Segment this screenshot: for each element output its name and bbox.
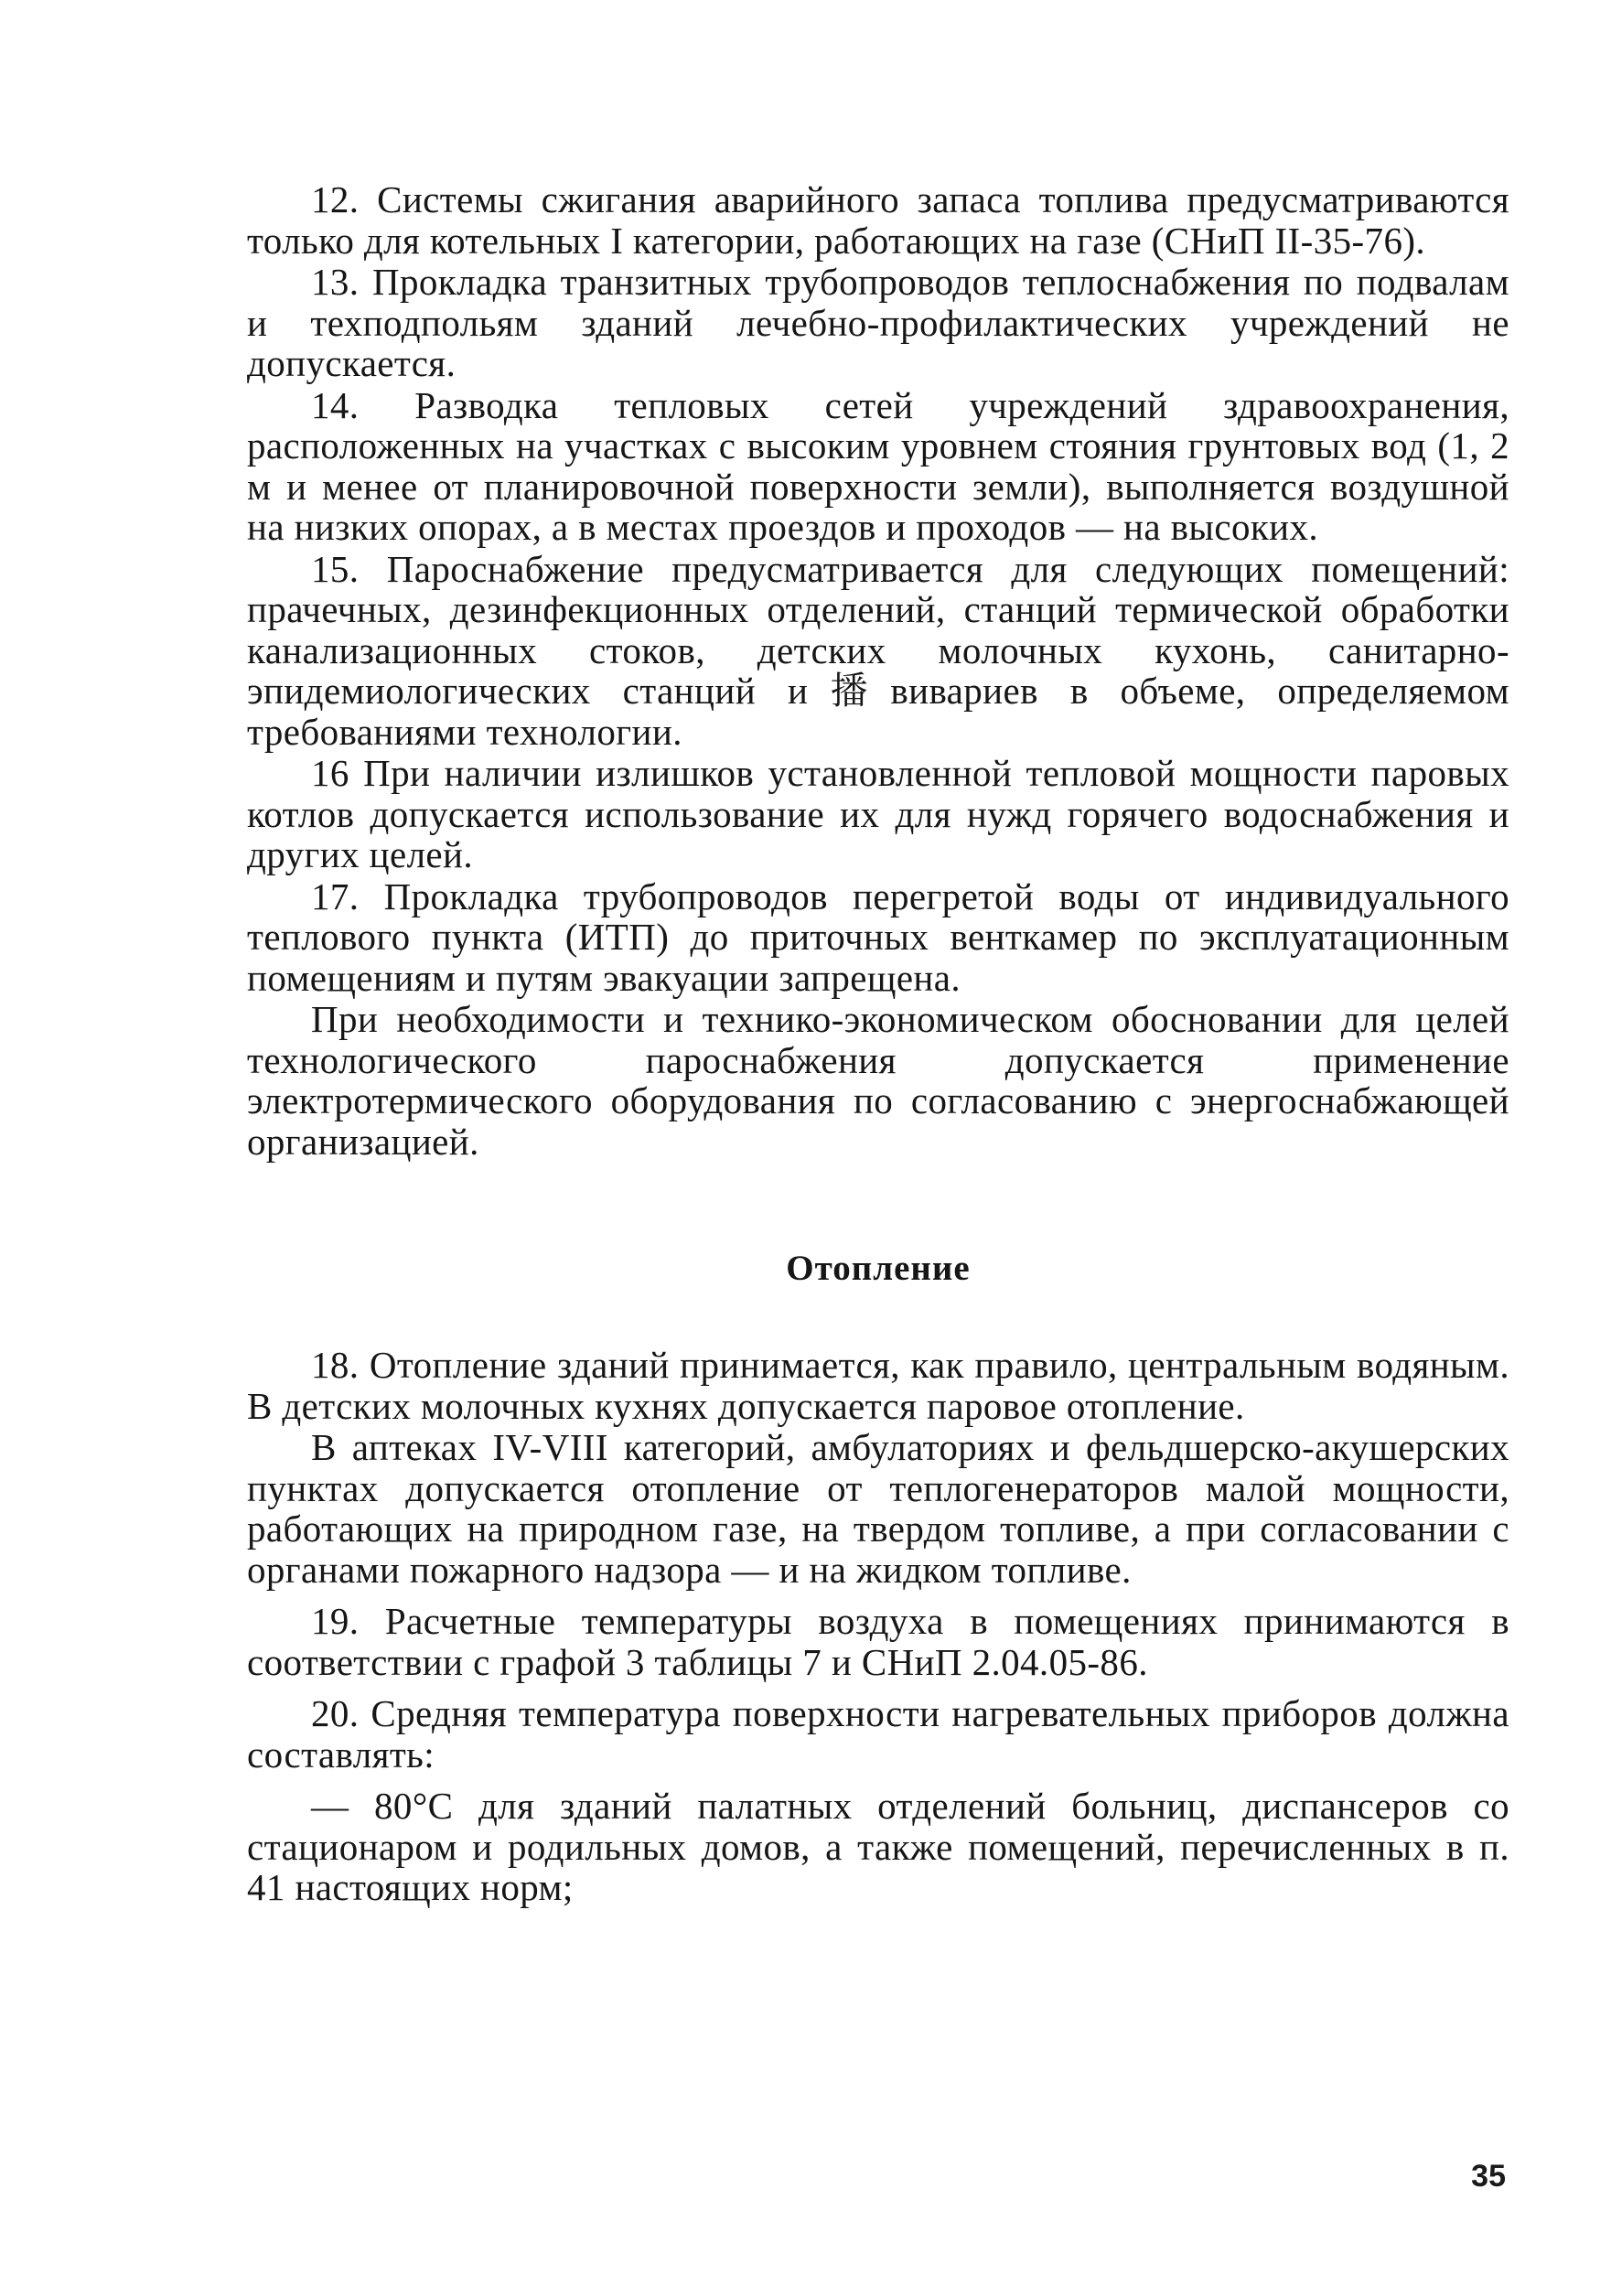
paragraph-18-note: В аптеках IV-VIII категорий, амбулаториях и фельдшерско-акушерских пунктах допускается отопление от теплогенераторов малой мощности, работающих на природном газе, на твердом топливе, а при согласовании с органами пожарного надзора — и на жидком топливе. bbox=[247, 1426, 1509, 1591]
section-heading-heating: Отопление bbox=[786, 1249, 971, 1288]
paragraph-17: 17. Прокладка трубопроводов перегретой воды от индивидуального теплового пункта (ИТП) до приточных венткамер по эксплуатационным помещениям и путям эвакуации запрещена. bbox=[247, 874, 1509, 999]
paragraph-19: 19. Расчетные температуры воздуха в помещениях принимаются в соответствии с графой 3 таблицы 7 и СНиП 2.04.05-86. bbox=[247, 1600, 1509, 1683]
page-number: 35 bbox=[1471, 2159, 1506, 2194]
paragraph-20-item-1: — 80°С для зданий палатных отделений больниц, диспансеров со стационаром и родильных домов, а также помещений, перечисленных в п. 41 настоящих норм; bbox=[247, 1785, 1509, 1908]
paragraph-17-note: При необходимости и технико-экономическом обосновании для целей технологического пароснабжения допускается применение электротермического оборудования по согласованию с энергоснабжающей организацией. bbox=[247, 998, 1509, 1163]
paragraph-13: 13. Прокладка транзитных трубопроводов теплоснабжения по подвалам и техподпольям зданий лечебно-профилактических учреждений не допускается. bbox=[247, 261, 1509, 384]
paragraph-16: 16 При наличии излишков установленной тепловой мощности паровых котлов допускается использование их для нужд горячего водоснабжения и других целей. bbox=[247, 752, 1509, 875]
document-page bbox=[247, 179, 1509, 1908]
paragraph-14: 14. Разводка тепловых сетей учреждений здравоохранения, расположенных на участках с высоким уровнем стояния грунтовых вод (1, 2 м и менее от планировочной поверхности земли), выполняется воздушной на низких опорах, а в местах проездов и проходов — на высоких. bbox=[247, 383, 1509, 548]
paragraph-12: 12. Системы сжигания аварийного запаса топлива предусматриваются только для котельных I категории, работающих на газе (СНиП II-35-76). bbox=[247, 178, 1509, 262]
paragraph-20: 20. Средняя температура поверхности нагревательных приборов должна составлять: bbox=[247, 1692, 1509, 1776]
paragraph-15: 15. Пароснабжение предусматривается для следующих помещений: прачечных, дезинфекционных отделений, станций термической обработки канализационных стоков, детских молочных кухонь, санитарно-эпидемиологических станций и播вивариев в объеме, определяемом требованиями технологии. bbox=[247, 547, 1509, 753]
paragraph-18: 18. Отопление зданий принимается, как правило, центральным водяным. В детских молочных кухнях допускается паровое отопление. bbox=[247, 1344, 1509, 1427]
